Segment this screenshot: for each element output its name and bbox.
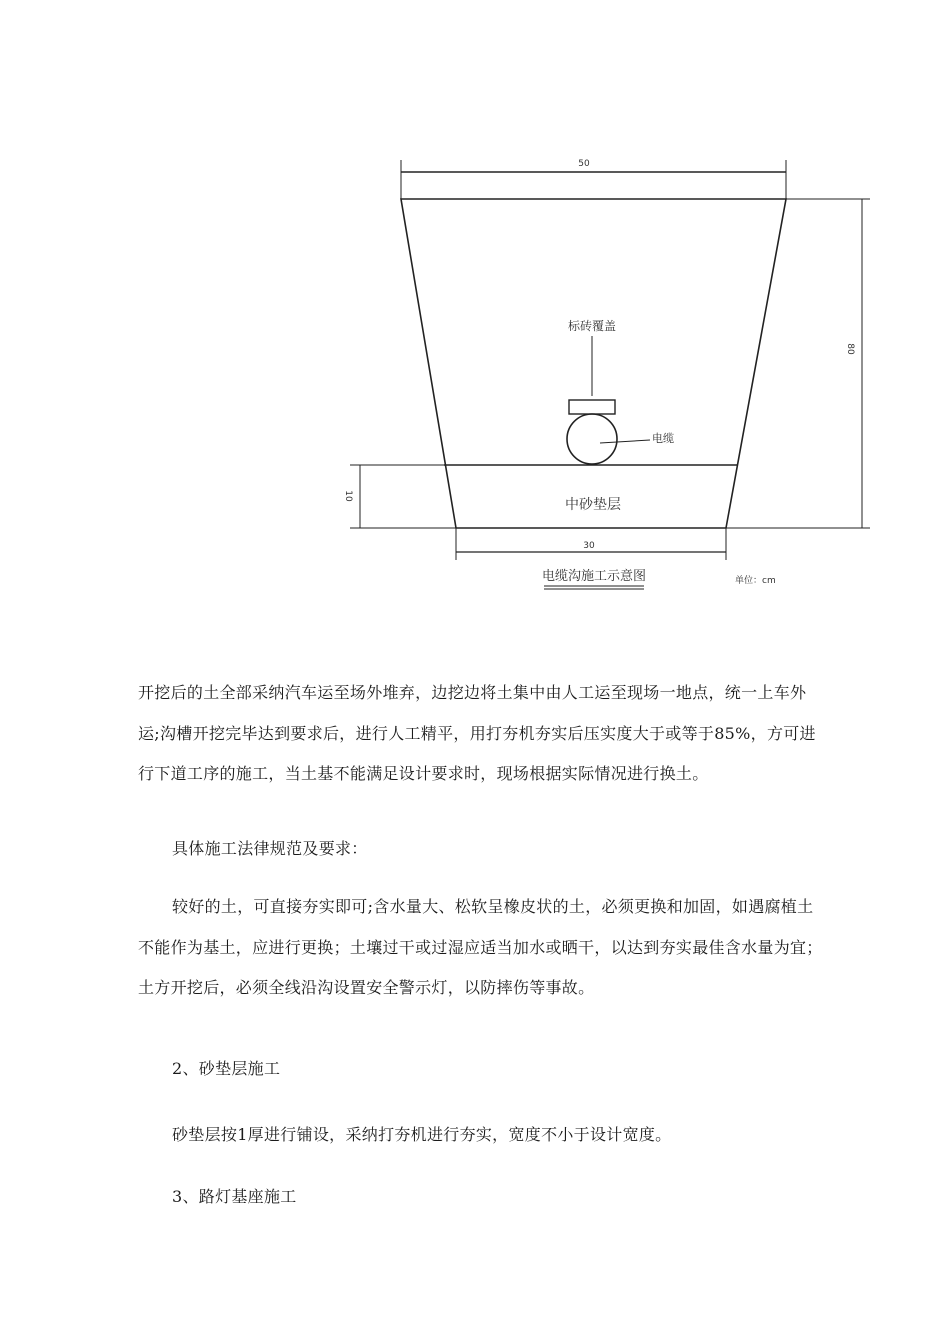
sand-depth-label: 10 xyxy=(343,490,353,502)
cable-leader-line xyxy=(600,440,650,443)
paragraph-excavation: 开挖后的土全部采纳汽车运至场外堆弃，边挖边将土集中由人工运至现场一地点，统一上车外运;沟槽开挖完毕达到要求后，进行人工精平，用打夯机夯实后压实度大于或等于85%，方可进行下道工序的施工，当土基不能满足设计要求时，现场根据实际情况进行换土。 xyxy=(138,683,816,783)
paragraph-spec-heading: 具体施工法律规范及要求： xyxy=(172,839,368,858)
cable-label: 电缆 xyxy=(652,432,674,445)
section-heading-sand-layer: 2、砂垫层施工 xyxy=(172,1059,281,1078)
paragraph-sand-layer: 砂垫层按1厚进行铺设，采纳打夯机进行夯实，宽度不小于设计宽度。 xyxy=(172,1125,672,1144)
section-heading-lamp-base: 3、路灯基座施工 xyxy=(172,1187,297,1206)
brick-cover-label: 标砖覆盖 xyxy=(567,319,617,333)
unit-label: 单位：cm xyxy=(735,576,776,586)
sand-layer-label: 中砂垫层 xyxy=(565,497,621,513)
brick-cover xyxy=(569,400,615,414)
cable-circle xyxy=(567,414,617,464)
top-width-label: 50 xyxy=(578,159,590,169)
diagram-caption: 电缆沟施工示意图 xyxy=(541,569,647,584)
bottom-width-label: 30 xyxy=(583,541,595,551)
trench-outline xyxy=(401,199,786,528)
cable-trench-diagram xyxy=(0,0,950,620)
paragraph-soil-requirements: 较好的土，可直接夯实即可;含水量大、松软呈橡皮状的土，必须更换和加固，如遇腐植土不能作为基土，应进行更换；土壤过干或过湿应适当加水或晒干，以达到夯实最佳含水量为宜；土方开挖后，必须全线沿沟设置安全警示灯，以防摔伤等事故。 xyxy=(138,897,823,997)
height-label: 80 xyxy=(845,343,855,355)
